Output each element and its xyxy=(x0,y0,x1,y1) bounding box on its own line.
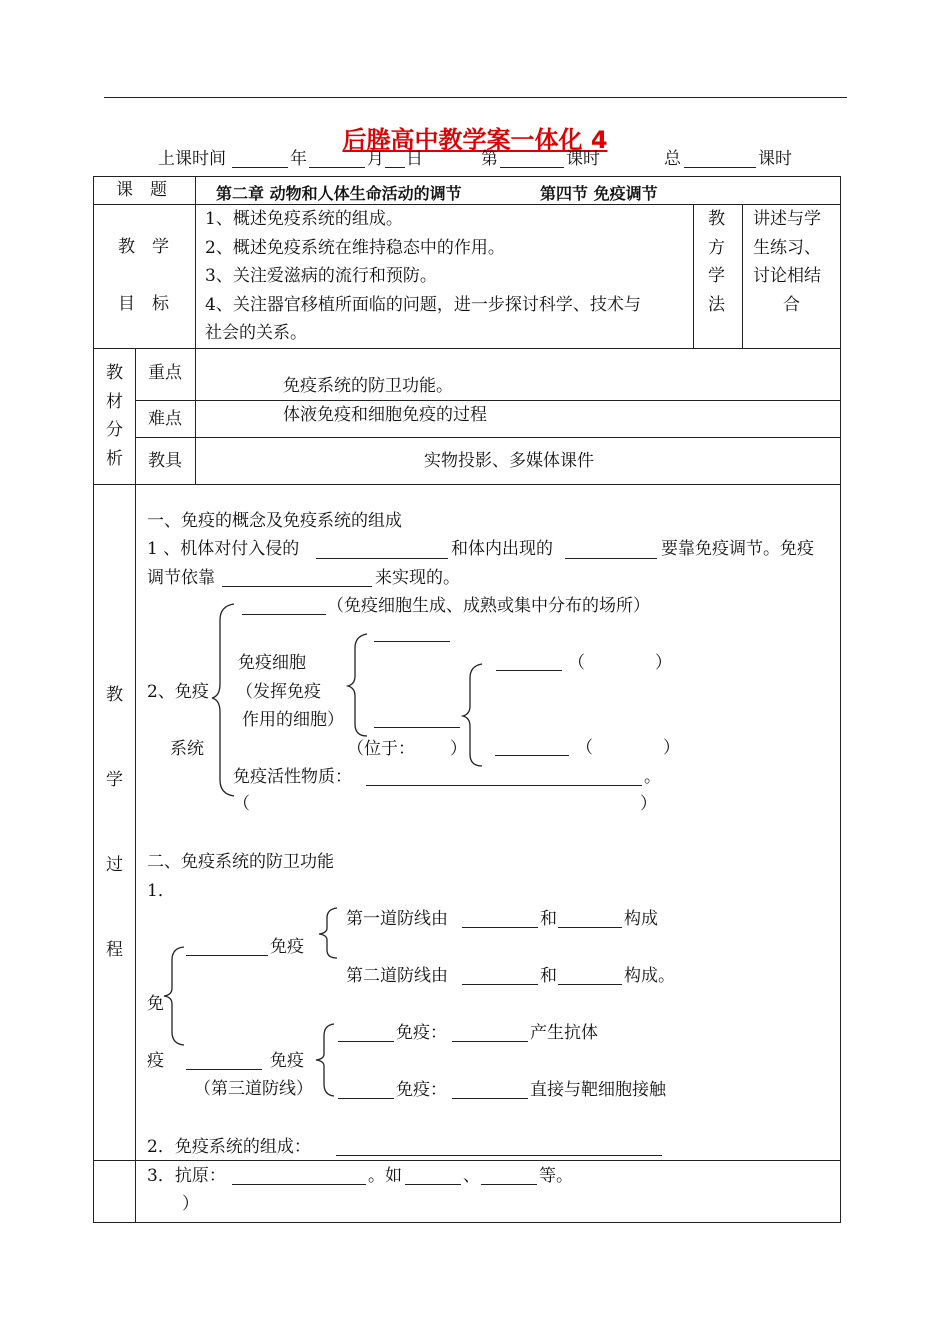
second-line-a: 第二道防线由 xyxy=(346,966,448,986)
section-1-title: 一、免疫的概念及免疫系统的组成 xyxy=(147,511,402,531)
blank-year xyxy=(232,167,288,168)
table-row-line-5 xyxy=(93,484,841,485)
method-label-char: 学 xyxy=(708,266,725,286)
goals-label-2: 目 标 xyxy=(118,294,169,314)
paren-open: （ xyxy=(576,738,593,758)
q1-number: 1． xyxy=(147,881,175,901)
key-text: 免疫系统的防卫功能。 xyxy=(283,376,453,396)
immunity-char-2: 疫 xyxy=(147,1051,164,1071)
location-label: （位于： xyxy=(347,739,415,759)
total-label: 总 xyxy=(664,149,681,169)
q3-antigen: 3．抗原： xyxy=(147,1166,226,1186)
blank-lymph-1 xyxy=(496,670,562,671)
top-rule xyxy=(104,97,847,98)
year-label: 年 xyxy=(290,149,307,169)
process-label-char: 教 xyxy=(106,685,123,705)
method-text-line: 讨论相结 xyxy=(753,266,821,286)
paren-close: ） xyxy=(655,653,672,673)
blank-first-line-2 xyxy=(558,927,622,928)
blank-second-line-1 xyxy=(462,984,538,985)
blank-second-line-2 xyxy=(558,984,622,985)
analysis-label-char: 教 xyxy=(106,363,123,383)
first-line-b: 和 xyxy=(540,909,557,929)
table-col-line-label xyxy=(195,176,196,348)
goals-label-1: 教 学 xyxy=(118,237,169,257)
second-line-c: 构成。 xyxy=(624,966,675,986)
q1-text-c: 要靠免疫调节。免疫 xyxy=(661,539,814,559)
table-col-line-method-b xyxy=(742,204,743,348)
humoral-result: 产生抗体 xyxy=(530,1023,598,1043)
immune-cell-line-3: 作用的细胞） xyxy=(242,710,344,730)
brace-specific xyxy=(312,1022,342,1098)
total-lesson-label: 课时 xyxy=(758,149,792,169)
blank-cell-type-1 xyxy=(374,641,450,642)
blank-day xyxy=(385,167,405,168)
goal-item: 3、关注爱滋病的流行和预防。 xyxy=(205,266,437,286)
blank-first-line-1 xyxy=(462,927,538,928)
table-row-line-2 xyxy=(93,348,841,349)
topic-chapter: 第二章 动物和人体生命活动的调节 xyxy=(216,184,462,203)
location-close: ） xyxy=(450,739,467,759)
q1-text-d: 调节依靠 xyxy=(147,568,215,588)
process-label-char: 程 xyxy=(106,940,123,960)
cellular-label: 免疫： xyxy=(396,1080,447,1100)
q1-text-b: 和体内出现的 xyxy=(451,539,553,559)
table-row-line-6 xyxy=(93,1160,841,1161)
blank-system xyxy=(222,586,372,587)
lesson-label: 课时 xyxy=(566,149,600,169)
q3-paren-close: ） xyxy=(182,1194,199,1214)
process-label-char: 过 xyxy=(106,855,123,875)
q2-label-2: 系统 xyxy=(170,739,204,759)
method-label-char: 方 xyxy=(708,238,725,258)
q3-sep: 、 xyxy=(463,1166,480,1186)
table-col-line-analysis xyxy=(135,348,136,484)
blank-total xyxy=(684,167,756,168)
topic-section: 第四节 免疫调节 xyxy=(540,184,658,203)
q2-label-1: 2、免疫 xyxy=(147,682,209,702)
table-col-line-process xyxy=(135,484,136,1223)
blank-active-substance xyxy=(366,785,642,786)
blank-composition xyxy=(336,1155,662,1156)
blank-inner xyxy=(565,558,657,559)
paren-close: ） xyxy=(640,794,657,814)
table-row-line-3 xyxy=(135,400,841,401)
brace-lymphocytes xyxy=(460,660,490,770)
difficult-label: 难点 xyxy=(148,409,182,429)
brace-nonspecific xyxy=(315,906,345,960)
q1-text-e: 来实现的。 xyxy=(375,568,460,588)
method-text-line: 合 xyxy=(783,295,800,315)
analysis-label-char: 析 xyxy=(106,449,123,469)
paren-open: （ xyxy=(233,794,250,814)
tools-label: 教具 xyxy=(148,451,182,471)
first-line-a: 第一道防线由 xyxy=(346,909,448,929)
analysis-label-char: 分 xyxy=(106,420,123,440)
brace-immune-cells xyxy=(345,630,375,740)
blank-example-1 xyxy=(405,1184,461,1185)
active-substance-period: 。 xyxy=(644,767,661,787)
immunity-label: 免疫 xyxy=(270,937,304,957)
immunity-label: 免疫 xyxy=(270,1051,304,1071)
table-border-top xyxy=(93,176,841,177)
blank-humoral xyxy=(338,1041,394,1042)
blank-cellular-cell xyxy=(452,1098,528,1099)
tools-text: 实物投影、多媒体课件 xyxy=(424,451,594,471)
table-row-line-4 xyxy=(135,437,841,438)
goal-item: 社会的关系。 xyxy=(205,323,307,343)
first-line-c: 构成 xyxy=(624,909,658,929)
organ-note: （免疫细胞生成、成熟或集中分布的场所） xyxy=(327,596,650,616)
immune-cell-line-1: 免疫细胞 xyxy=(238,653,306,673)
page-title: 后塍高中教学案一体化 4 xyxy=(342,126,608,154)
class-time-label: 上课时间 xyxy=(158,149,226,169)
process-label-char: 学 xyxy=(106,770,123,790)
table-col-line-method-a xyxy=(693,204,694,348)
table-border-left xyxy=(93,176,94,1223)
blank-cellular xyxy=(338,1098,394,1099)
immune-cell-line-2: （发挥免疫 xyxy=(236,682,321,702)
analysis-label-char: 材 xyxy=(106,392,123,412)
goal-item: 1、概述免疫系统的组成。 xyxy=(205,209,403,229)
key-label: 重点 xyxy=(148,363,182,383)
blank-organ xyxy=(242,614,326,615)
table-col-line-analysis-b xyxy=(195,348,196,484)
immunity-char-1: 免 xyxy=(147,994,164,1014)
method-text-line: 讲述与学 xyxy=(753,209,821,229)
section-2-title: 二、免疫系统的防卫功能 xyxy=(147,852,334,872)
di-label: 第 xyxy=(481,149,498,169)
q3-etc: 等。 xyxy=(539,1166,573,1186)
topic-label: 课 题 xyxy=(116,180,167,200)
table-row-line-1 xyxy=(93,204,841,205)
humoral-label: 免疫： xyxy=(396,1023,447,1043)
blank-lesson xyxy=(500,167,564,168)
cellular-result: 直接与靶细胞接触 xyxy=(530,1080,666,1100)
blank-month xyxy=(309,167,365,168)
goal-item: 4、关注器官移植所面临的问题，进一步探讨科学、技术与 xyxy=(205,295,641,315)
difficult-text: 体液免疫和细胞免疫的过程 xyxy=(283,405,487,425)
paren-close: ） xyxy=(663,738,680,758)
table-border-right xyxy=(840,176,841,1223)
blank-nonspecific xyxy=(186,955,268,956)
blank-example-2 xyxy=(481,1184,537,1185)
active-substance-label: 免疫活性物质： xyxy=(233,767,352,787)
table-border-bottom xyxy=(93,1222,841,1223)
brace-immunity xyxy=(160,944,190,1048)
third-line-label: （第三道防线） xyxy=(194,1079,313,1099)
day-label: 日 xyxy=(406,149,423,169)
paren-open: （ xyxy=(568,653,585,673)
q2-composition: 2．免疫系统的组成： xyxy=(147,1137,311,1157)
method-label-char: 教 xyxy=(708,209,725,229)
blank-invaders xyxy=(316,558,448,559)
blank-antigen xyxy=(232,1184,366,1185)
blank-specific xyxy=(186,1069,262,1070)
blank-lymph-2 xyxy=(495,755,569,756)
second-line-b: 和 xyxy=(540,966,557,986)
q3-example: 。如 xyxy=(368,1166,402,1186)
blank-cell-type-2 xyxy=(374,727,460,728)
method-label-char: 法 xyxy=(708,295,725,315)
goal-item: 2、概述免疫系统在维持稳态中的作用。 xyxy=(205,238,505,258)
month-label: 月 xyxy=(367,149,384,169)
q1-text-a: 1 、机体对付入侵的 xyxy=(147,539,300,559)
method-text-line: 生练习、 xyxy=(753,238,821,258)
blank-humoral-cell xyxy=(452,1041,528,1042)
